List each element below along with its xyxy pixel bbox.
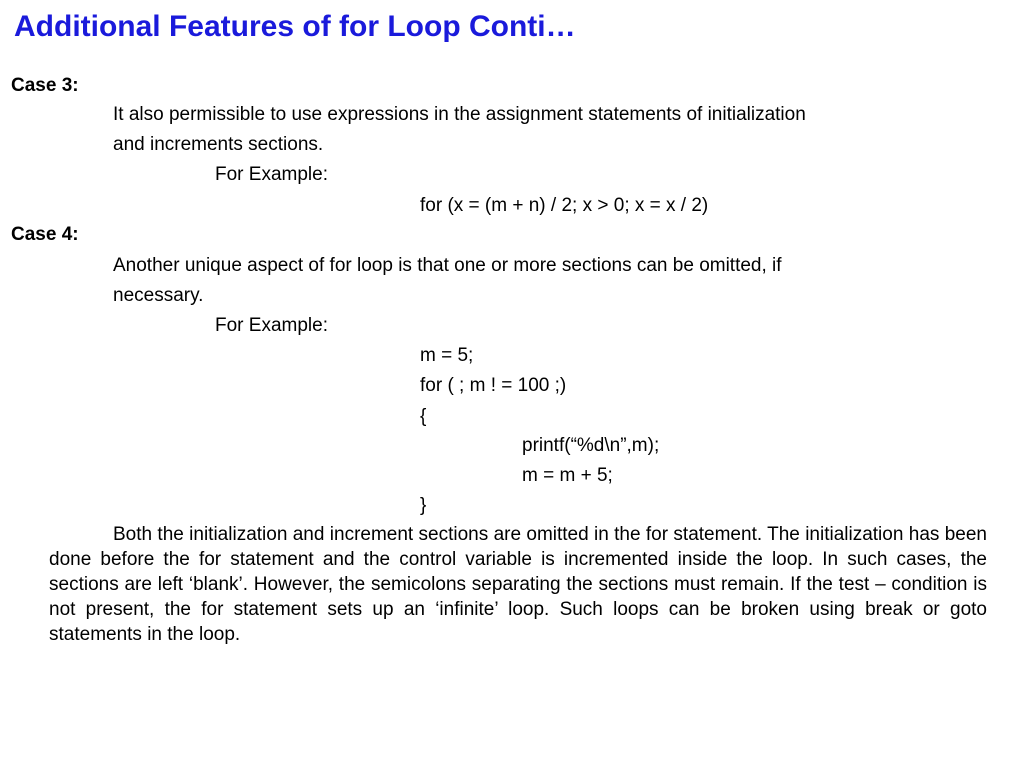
case3-code-line: for (x = (m + n) / 2; x > 0; x = x / 2) bbox=[420, 195, 709, 216]
case3-example-label: For Example: bbox=[215, 164, 328, 185]
case4-code-line: } bbox=[420, 495, 427, 516]
explanation-paragraph: Both the initialization and increment sections are omitted in the for statement. The initialization has been done before the for statement and the control variable is incremented inside the loop. In such cases, the sections are left ‘blank’. However, the semicolons separating the sections must remain. If the test – condition is not present, the for statement sets up an ‘infinite’ loop. Such loops can be broken using break or goto statements in the loop. bbox=[49, 524, 987, 645]
case4-code-line: m = m + 5; bbox=[522, 465, 613, 486]
slide-title: Additional Features of for Loop Conti… bbox=[14, 10, 576, 43]
case4-text-line1: Another unique aspect of for loop is that one or more sections can be omitted, if bbox=[113, 255, 782, 276]
case4-example-label: For Example: bbox=[215, 315, 328, 336]
case4-label: Case 4: bbox=[11, 224, 79, 245]
case4-text-line2: necessary. bbox=[113, 285, 204, 306]
case3-label: Case 3: bbox=[11, 75, 79, 96]
case4-code-line: for ( ; m ! = 100 ;) bbox=[420, 375, 567, 396]
case3-text-line2: and increments sections. bbox=[113, 134, 324, 155]
case4-code-line: m = 5; bbox=[420, 345, 474, 366]
case4-code-line: printf(“%d\n”,m); bbox=[522, 435, 660, 456]
case3-text-line1: It also permissible to use expressions in the assignment statements of initialization bbox=[113, 104, 806, 125]
case4-code-line: { bbox=[420, 406, 427, 427]
